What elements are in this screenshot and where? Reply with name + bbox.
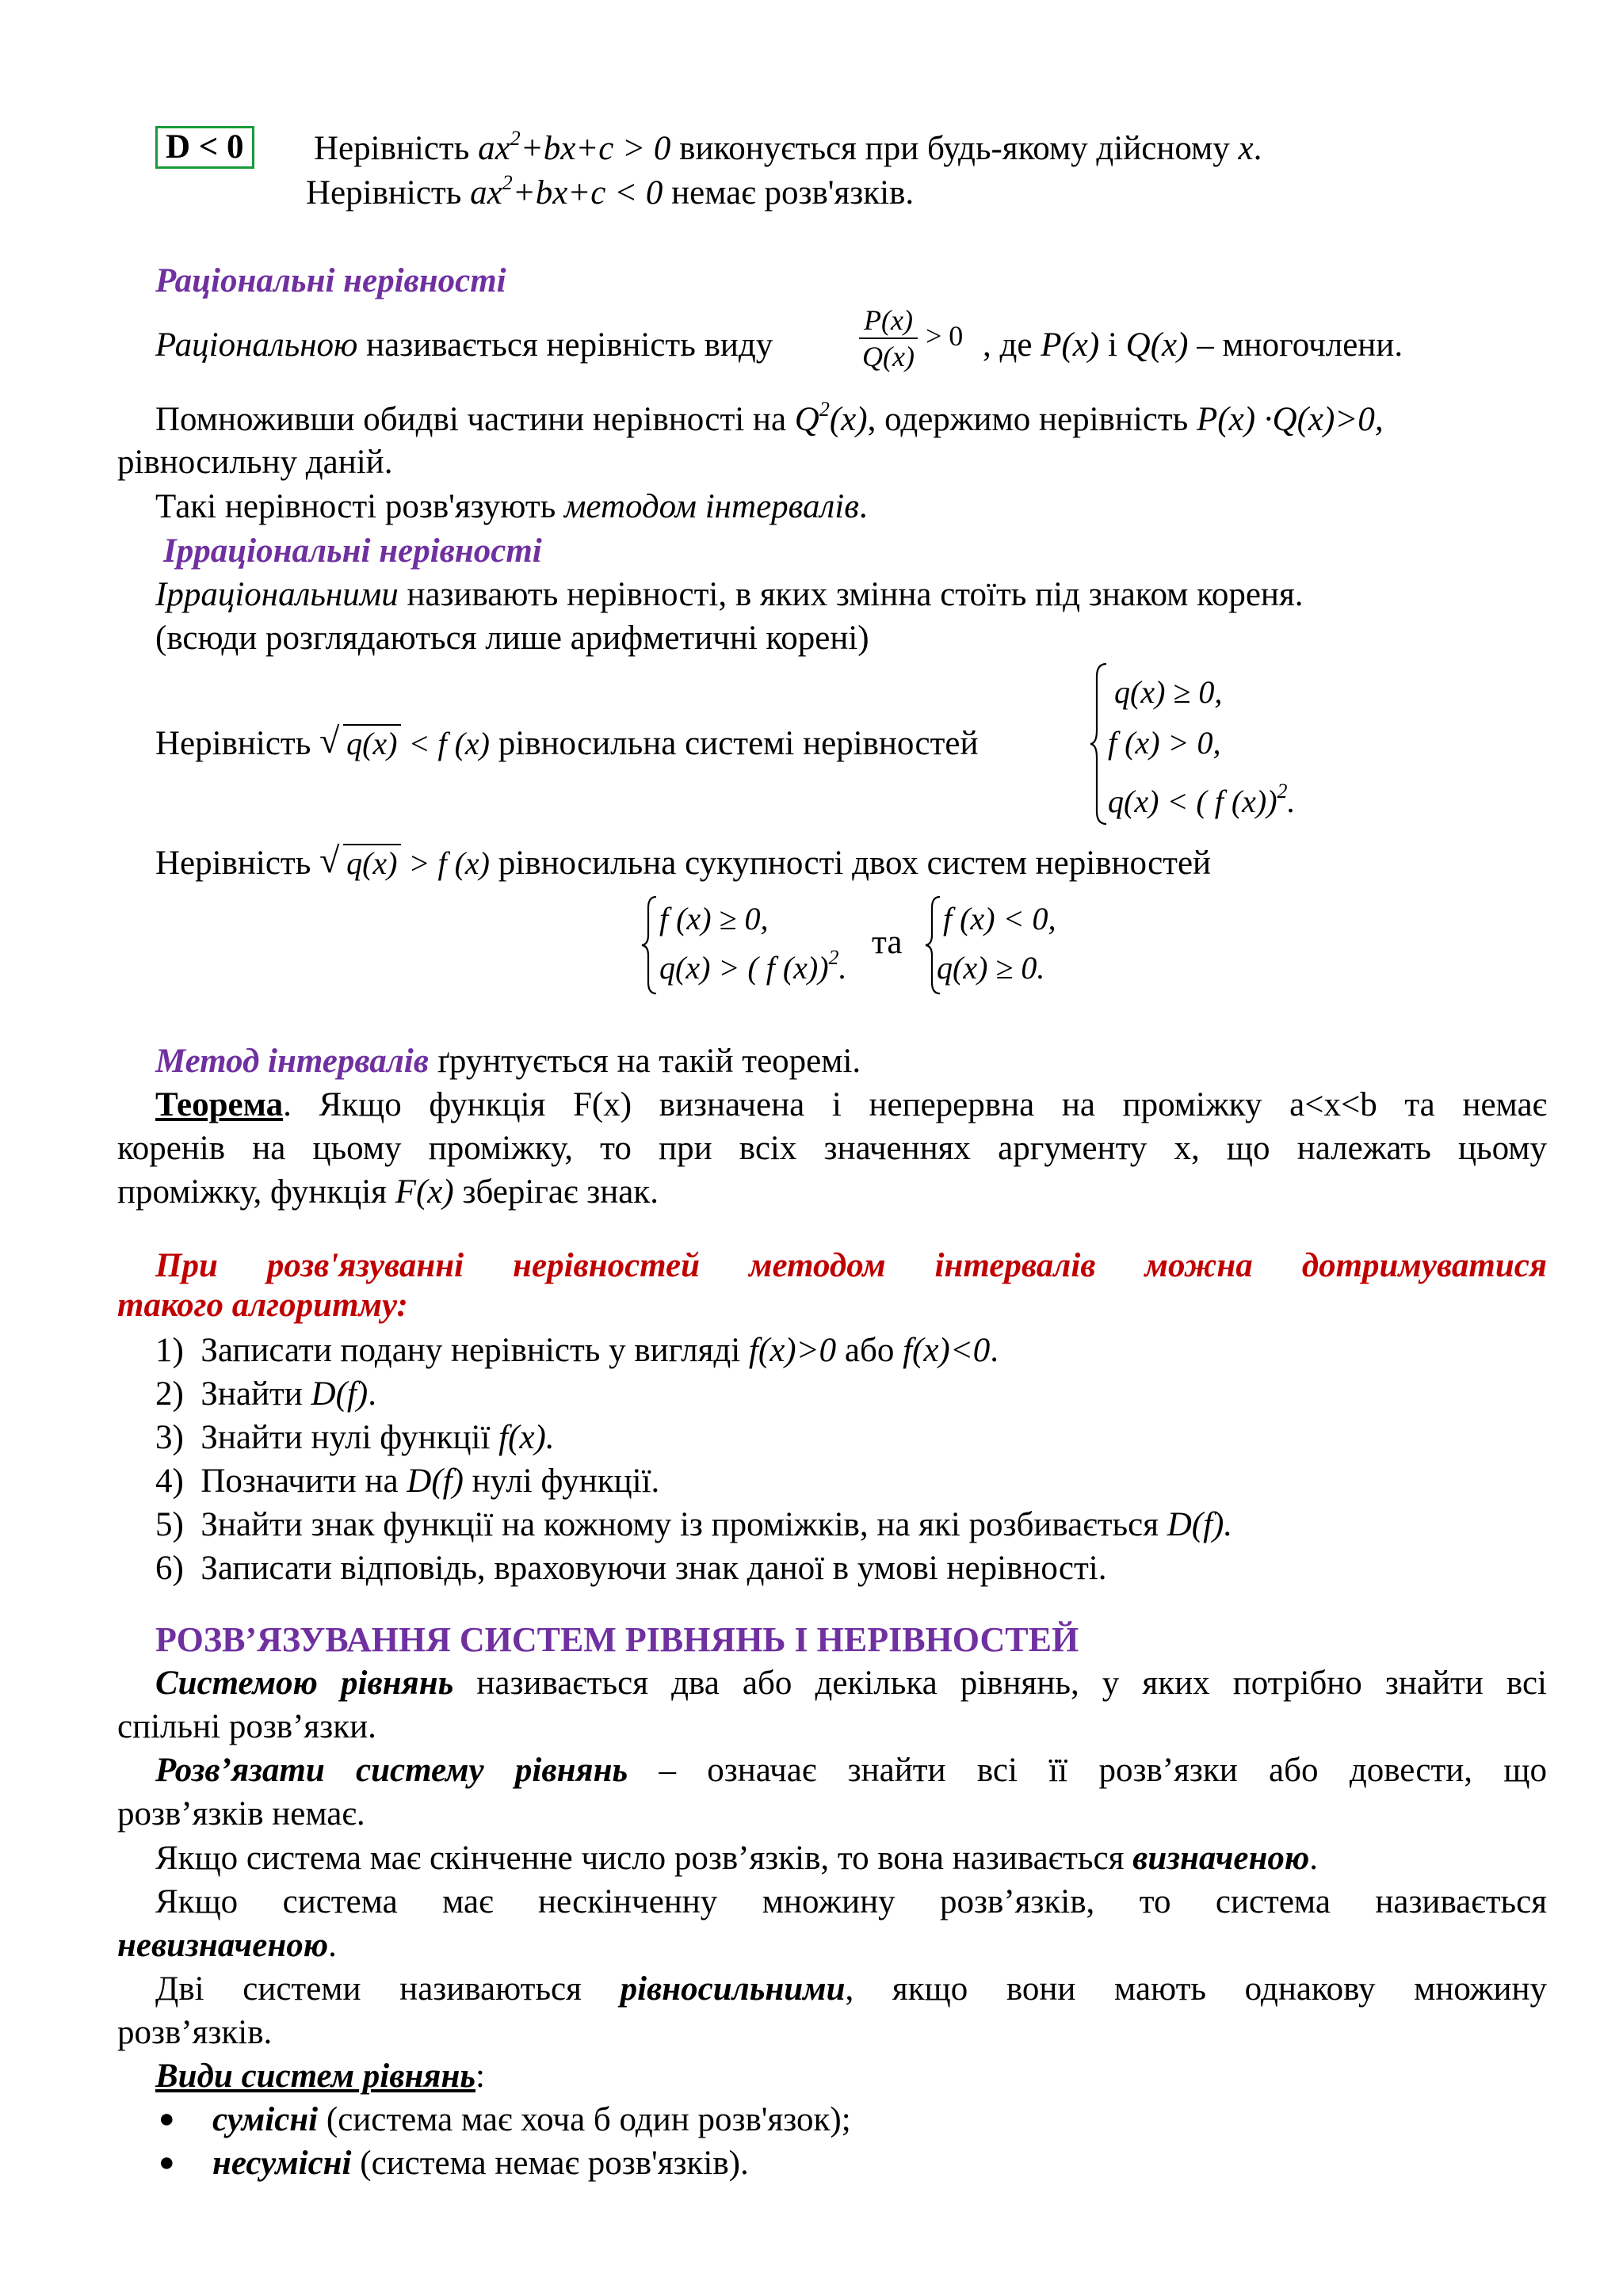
sqrt-icon: √	[319, 720, 340, 761]
rational-definition-tail: , де P(x) і Q(x) – многочлени.	[983, 326, 1403, 364]
systems-type-item: сумісні (система має хоча б один розв'язок);	[212, 2101, 851, 2138]
system-1	[1089, 661, 1327, 827]
algorithm-step: 4) Позначити на D(f) нулі функції.	[155, 1463, 660, 1500]
algorithm-step: 3) Знайти нулі функції f(x).	[155, 1419, 555, 1456]
brace-2-icon	[640, 894, 659, 997]
system-1-row: f (x) > 0,	[1108, 725, 1221, 761]
text: Нерівність	[314, 130, 479, 167]
systems-p5-line-2: розв’язків.	[117, 2014, 273, 2051]
system-connector: та	[872, 924, 903, 961]
algorithm-step: 5) Знайти знак функції на кожному із проміжків, на які розбивається D(f).	[155, 1506, 1233, 1543]
bullet-icon: ●	[158, 2104, 175, 2134]
interval-heading: Метод інтервалів	[155, 1043, 429, 1080]
text: немає розв'язків.	[663, 174, 915, 212]
theorem-line-3: проміжку, функція F(x) зберігає знак.	[117, 1173, 659, 1211]
sqrt-expression: √ q(x)	[319, 841, 400, 885]
irrational-note: (всюди розглядаються лише арифметичні корені)	[155, 620, 869, 657]
system-1-row: q(x) ≥ 0,	[1114, 674, 1223, 710]
system-2a	[640, 894, 878, 997]
expression: $ax^2+bx+c < 0$	[470, 171, 663, 212]
bullet-icon: ●	[158, 2148, 175, 2177]
fraction-numerator: P(x)	[859, 303, 918, 339]
systems-p1-line-1: Системою рівнянь називається два або декілька рівнянь, у яких потрібно знайти всі	[155, 1665, 1547, 1702]
system-2a-row: q(x) > ( f (x))$^2$.	[659, 946, 847, 986]
expression: $ax^2+bx+c > 0$	[478, 127, 671, 167]
d-negative-block	[155, 125, 254, 169]
rational-definition	[155, 323, 773, 367]
irrational-ineq-1: Нерівність √ q(x) < f (x) рівносильна системі нерівностей	[155, 722, 978, 765]
fraction-relation: > 0	[925, 320, 964, 353]
system-2b-row: f (x) < 0,	[943, 901, 1056, 936]
text: називається нерівність виду	[357, 326, 773, 364]
sqrt-expression: √ q(x)	[319, 722, 400, 765]
variable: x	[1238, 130, 1254, 167]
rational-heading: Раціональні нерівності	[155, 262, 506, 299]
text: виконується при будь-якому дійсному	[670, 130, 1239, 167]
sqrt-icon: √	[319, 840, 340, 880]
theorem-label: Теорема	[155, 1086, 284, 1123]
algorithm-step: 6) Записати відповідь, враховуючи знак даної в умові нерівності.	[155, 1550, 1107, 1587]
d-negative-label: D < 0	[155, 126, 254, 169]
irrational-ineq-2: Нерівність √ q(x) > f (x) рівносильна сукупності двох систем нерівностей	[155, 841, 1211, 885]
system-2a-row: f (x) ≥ 0,	[659, 901, 769, 936]
text: Нерівність	[306, 174, 471, 212]
rational-fraction	[859, 303, 963, 374]
rational-multiply-line: Помноживши обидві частини нерівності на $Q^2(x)$, одержимо нерівність P(x) ·Q(x)>0,	[155, 398, 1384, 438]
algorithm-heading-line-2: такого алгоритму:	[117, 1287, 408, 1324]
interval-heading-line: Метод інтервалів ґрунтується на такій теоремі.	[155, 1043, 861, 1080]
systems-p2-line-1: Розв’язати систему рівнянь – означає знайти всі її розв’язки або довести, що	[155, 1752, 1547, 1789]
rational-method-line: Такі нерівності розв'язують методом інтервалів.	[155, 488, 868, 525]
systems-p1-line-2: спільні розв’язки.	[117, 1708, 376, 1745]
systems-types-heading: Види систем рівнянь:	[155, 2058, 485, 2095]
d-negative-line-1	[314, 127, 1262, 170]
system-2b-row: q(x) ≥ 0.	[937, 950, 1045, 986]
algorithm-heading-line-1: При розв'язуванні нерівностей методом інтервалів можна дотримуватися	[155, 1247, 1547, 1284]
theorem-line-1: Теорема. Якщо функція F(x) визначена і неперервна на проміжку a<x<b та немає	[155, 1086, 1547, 1123]
systems-p4-line-2: невизначеною.	[117, 1927, 337, 1964]
algorithm-step: 1) Записати подану нерівність у вигляді f(x)>0 або f(x)<0.	[155, 1332, 999, 1369]
fraction-denominator: Q(x)	[862, 341, 915, 372]
systems-type-item: несумісні (система немає розв'язків).	[212, 2145, 749, 2182]
text: .	[1253, 130, 1262, 167]
system-1-row: q(x) < ( f (x))$^2$.	[1108, 780, 1296, 819]
d-negative-line-2	[306, 171, 914, 215]
system-2b	[924, 894, 1130, 997]
systems-p3: Якщо система має скінченне число розв’язків, то вона називається визначеною.	[155, 1840, 1319, 1877]
theorem-line-2: коренів на цьому проміжку, то при всіх значеннях аргументу x, що належать цьому	[117, 1130, 1547, 1167]
term: Раціональною	[155, 326, 358, 364]
algorithm-step: 2) Знайти D(f).	[155, 1375, 376, 1413]
systems-p5-line-1: Дві системи називаються рівносильними, якщо вони мають однакову множину	[155, 1970, 1548, 2008]
rational-multiply-line-2: рівносильну даній.	[117, 444, 393, 481]
irrational-heading: Ірраціональні нерівності	[163, 532, 542, 570]
systems-p2-line-2: розв’язків немає.	[117, 1795, 365, 1833]
irrational-definition: Ірраціональними називають нерівності, в яких змінна стоїть під знаком кореня.	[155, 576, 1304, 613]
systems-p4-line-1: Якщо система має нескінченну множину розв’язків, то система називається	[155, 1883, 1547, 1920]
systems-heading: РОЗВ’ЯЗУВАННЯ СИСТЕМ РІВНЯНЬ І НЕРІВНОСТЕЙ	[155, 1620, 1079, 1659]
